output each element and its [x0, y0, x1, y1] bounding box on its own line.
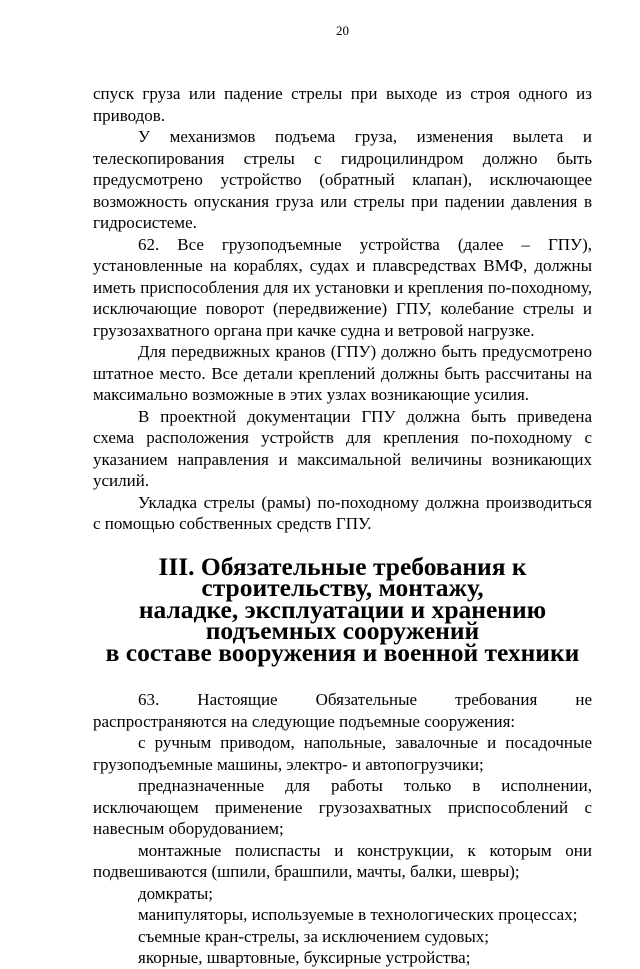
paragraph: Укладка стрелы (рамы) по-походному должна производиться с помощью собственных средств ГПУ.: [93, 492, 592, 533]
text-before-heading: [93, 83, 592, 535]
text-after-heading: [93, 689, 592, 969]
paragraph: В проектной документации ГПУ должна быть приведена схема расположения устройств для крепления по-походному с указанием направления и максимальной величины возникающих усилий.: [93, 406, 592, 490]
paragraph: 62. Все грузоподъемные устройства (далее – ГПУ), установленные на кораблях, судах и плавсредствах ВМФ, должны иметь приспособления для их установки и крепления по-походному, исключающие поворот (передвижение) ГПУ, колебание стрелы и грузозахватного органа при качке судна и ветровой нагрузке.: [93, 234, 592, 340]
paragraph: спуск груза или падение стрелы при выходе из строя одного из приводов.: [93, 84, 592, 125]
section-heading-line: наладке, эксплуатации и хранению подъемных сооружений: [138, 594, 547, 645]
list-item: с ручным приводом, напольные, завалочные и посадочные грузоподъемные машины, электро- и автопогрузчики;: [93, 733, 592, 774]
paragraph: 63. Настоящие Обязательные требования не распространяются на следующие подъемные сооружения:: [93, 690, 592, 731]
list-item: предназначенные для работы только в исполнении, исключающем применение грузозахватных приспособлений с навесным оборудованием;: [93, 776, 592, 838]
list-item: манипуляторы, используемые в технологических процессах;: [138, 905, 578, 924]
paragraph: У механизмов подъема груза, изменения вылета и телескопирования стрелы с гидроцилиндром должно быть предусмотрено устройство (обратный клапан), исключающее возможность опускания груза или стрелы при падении давления в гидросистеме.: [93, 127, 592, 232]
list-item: якорные, швартовные, буксирные устройства;: [138, 948, 471, 967]
list-item: монтажные полиспасты и конструкции, к которым они подвешиваются (шпили, брашпили, мачты, балки, шевры);: [93, 840, 592, 881]
list-item: съемные кран-стрелы, за исключением судовых;: [138, 926, 490, 946]
section-heading: [93, 551, 592, 667]
section-heading-line: в составе вооружения и военной техники: [105, 637, 580, 667]
page-number: 20: [336, 23, 349, 38]
paragraph: Для передвижных кранов (ГПУ) должно быть предусмотрено штатное место. Все детали креплений должны быть рассчитаны на максимально возможные в этих узлах возникающие усилия.: [93, 342, 592, 404]
list-item: домкраты;: [138, 883, 214, 903]
section-heading-line: III. Обязательные требования к строительству, монтажу,: [158, 551, 527, 602]
